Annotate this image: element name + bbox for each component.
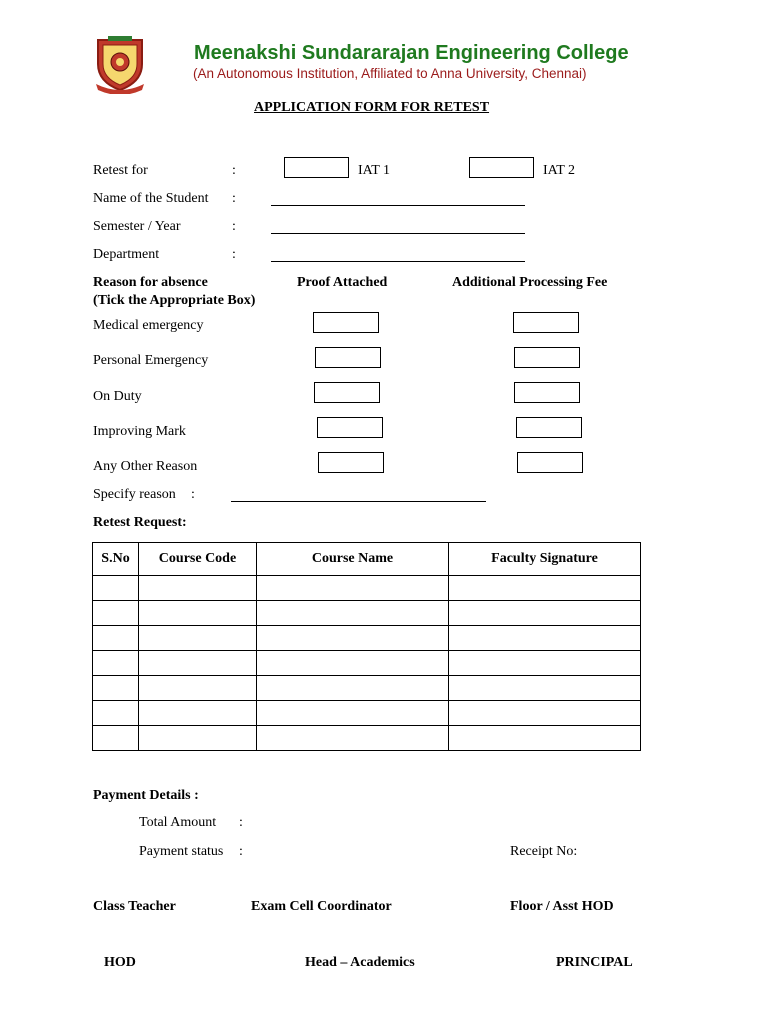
onduty-proof-checkbox[interactable]	[314, 382, 380, 403]
sig-exam-cell-coordinator: Exam Cell Coordinator	[251, 899, 392, 914]
cell-course-code[interactable]	[139, 651, 257, 676]
cell-faculty-signature[interactable]	[449, 626, 641, 651]
processing-fee-header: Additional Processing Fee	[452, 275, 608, 290]
cell-course-name[interactable]	[257, 626, 449, 651]
retest-for-colon: :	[232, 163, 236, 178]
table-row	[93, 651, 641, 676]
table-row	[93, 726, 641, 751]
specify-reason-field[interactable]	[231, 501, 486, 502]
semester-field[interactable]	[271, 233, 525, 234]
table-row	[93, 601, 641, 626]
total-amount-label: Total Amount	[139, 815, 217, 830]
cell-course-name[interactable]	[257, 726, 449, 751]
personal-proof-checkbox[interactable]	[315, 347, 381, 368]
cell-course-code[interactable]	[139, 701, 257, 726]
table-row	[93, 576, 641, 601]
other-fee-checkbox[interactable]	[517, 452, 583, 473]
cell-faculty-signature[interactable]	[449, 701, 641, 726]
cell-faculty-signature[interactable]	[449, 651, 641, 676]
cell-course-name[interactable]	[257, 651, 449, 676]
cell-course-code[interactable]	[139, 576, 257, 601]
cell-sno[interactable]	[93, 676, 139, 701]
retest-request-table	[92, 542, 641, 751]
onduty-fee-checkbox[interactable]	[514, 382, 580, 403]
personal-fee-checkbox[interactable]	[514, 347, 580, 368]
col-course-name: Course Name	[257, 543, 449, 576]
col-faculty-signature: Faculty Signature	[449, 543, 641, 576]
student-name-field[interactable]	[271, 205, 525, 206]
table-row	[93, 701, 641, 726]
retest-request-heading: Retest Request:	[93, 515, 187, 530]
table-header-row	[93, 543, 641, 576]
cell-sno[interactable]	[93, 601, 139, 626]
table-row	[93, 676, 641, 701]
sig-principal: PRINCIPAL	[556, 955, 633, 970]
table-row	[93, 626, 641, 651]
cell-faculty-signature[interactable]	[449, 601, 641, 626]
reason-personal: Personal Emergency	[93, 353, 209, 368]
cell-sno[interactable]	[93, 626, 139, 651]
sig-class-teacher: Class Teacher	[93, 899, 176, 914]
medical-fee-checkbox[interactable]	[513, 312, 579, 333]
cell-course-name[interactable]	[257, 701, 449, 726]
iat1-label: IAT 1	[358, 163, 391, 178]
sig-hod: HOD	[104, 955, 136, 970]
college-subtitle: (An Autonomous Institution, Affiliated to Anna University, Chennai)	[193, 66, 587, 81]
college-crest-icon	[92, 34, 148, 94]
cell-sno[interactable]	[93, 726, 139, 751]
sig-head-academics: Head – Academics	[305, 955, 415, 970]
cell-course-name[interactable]	[257, 601, 449, 626]
reason-on-duty: On Duty	[93, 389, 142, 404]
specify-reason-colon: :	[191, 487, 195, 502]
medical-proof-checkbox[interactable]	[313, 312, 379, 333]
payment-status-colon: :	[239, 844, 243, 859]
col-sno: S.No	[93, 543, 139, 576]
cell-faculty-signature[interactable]	[449, 676, 641, 701]
improving-fee-checkbox[interactable]	[516, 417, 582, 438]
col-course-code: Course Code	[139, 543, 257, 576]
reason-header-note: (Tick the Appropriate Box)	[93, 293, 256, 308]
cell-sno[interactable]	[93, 576, 139, 601]
cell-faculty-signature[interactable]	[449, 726, 641, 751]
iat2-label: IAT 2	[543, 163, 576, 178]
cell-sno[interactable]	[93, 651, 139, 676]
department-label: Department	[93, 247, 160, 262]
student-name-label: Name of the Student	[93, 191, 209, 206]
retest-for-label: Retest for	[93, 163, 148, 178]
payment-heading: Payment Details :	[93, 788, 199, 803]
total-amount-colon: :	[239, 815, 243, 830]
cell-course-name[interactable]	[257, 576, 449, 601]
reason-improving-mark: Improving Mark	[93, 424, 186, 439]
cell-sno[interactable]	[93, 701, 139, 726]
specify-reason-label: Specify reason	[93, 487, 176, 502]
college-name: Meenakshi Sundararajan Engineering College	[194, 42, 629, 64]
sig-floor-asst-hod: Floor / Asst HOD	[510, 899, 614, 914]
cell-course-code[interactable]	[139, 626, 257, 651]
iat2-checkbox[interactable]	[469, 157, 534, 178]
department-field[interactable]	[271, 261, 525, 262]
form-title: APPLICATION FORM FOR RETEST	[254, 100, 490, 115]
improving-proof-checkbox[interactable]	[317, 417, 383, 438]
other-proof-checkbox[interactable]	[318, 452, 384, 473]
semester-colon: :	[232, 219, 236, 234]
reason-medical: Medical emergency	[93, 318, 204, 333]
cell-course-code[interactable]	[139, 676, 257, 701]
cell-course-code[interactable]	[139, 601, 257, 626]
proof-attached-header: Proof Attached	[297, 275, 388, 290]
cell-faculty-signature[interactable]	[449, 576, 641, 601]
cell-course-name[interactable]	[257, 676, 449, 701]
semester-label: Semester / Year	[93, 219, 181, 234]
cell-course-code[interactable]	[139, 726, 257, 751]
reason-header: Reason for absence	[93, 275, 208, 290]
department-colon: :	[232, 247, 236, 262]
student-name-colon: :	[232, 191, 236, 206]
reason-other: Any Other Reason	[93, 459, 198, 474]
receipt-no-label: Receipt No:	[510, 844, 578, 859]
payment-status-label: Payment status	[139, 844, 224, 859]
iat1-checkbox[interactable]	[284, 157, 349, 178]
